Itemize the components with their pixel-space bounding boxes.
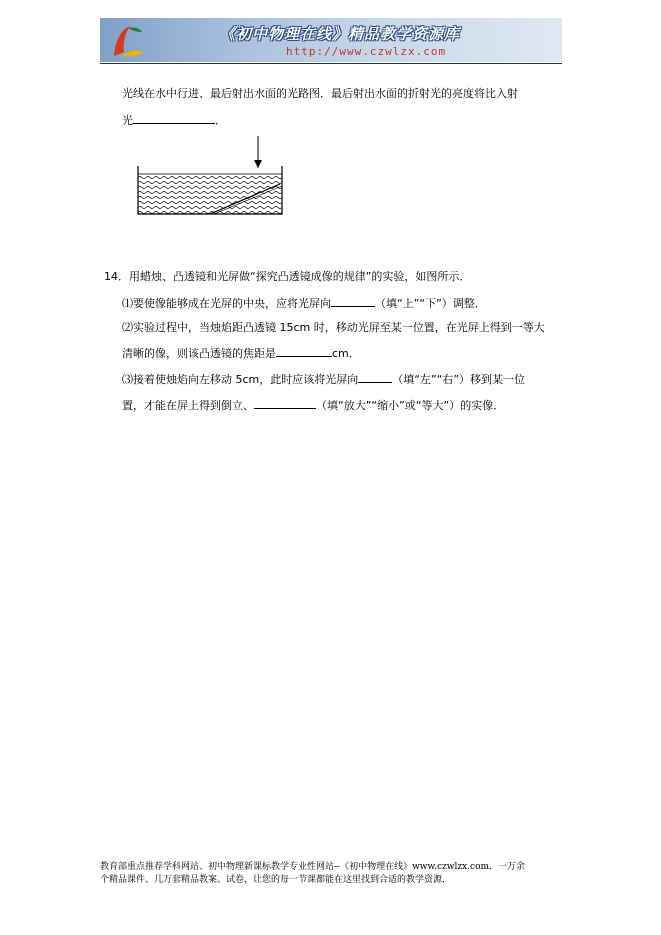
q14-p3-blank1[interactable] [358,372,392,383]
q14-p1-blank[interactable] [331,296,375,307]
q14-p2-blank[interactable] [276,346,332,357]
q13-line1: 光线在水中行进、最后射出水面的光路图．最后射出水面的折射光的亮度将比入射 [122,87,518,100]
q14-p1-suffix: （填“上”“下”）调整． [375,297,486,310]
footer-line2: 个精品课件、几万套精品教案、试卷，让您的每一节课都能在这里找到合适的教学资源． [100,875,452,885]
q14-part3-line1 [122,372,525,387]
q14-part3-line2 [122,398,504,413]
q14-p2-line1: ⑵实验过程中，当烛焰距凸透镜 15cm 时，移动光屏至某一位置，在光屏上得到一等大 [122,321,545,334]
q13-answer-blank[interactable] [133,113,215,124]
header-title: 《初中物理在线》精品教学资源库 [220,25,461,43]
q14-stem: 14．用蜡烛、凸透镜和光屏做“探究凸透镜成像的规律”的实验，如图所示． [104,270,471,283]
q14-p2-suffix: cm． [332,347,360,360]
header-url[interactable]: http://www.czwlzx.com [286,45,447,58]
q13-line2-prefix: 光 [122,114,133,127]
q14-p3-prefix: ⑶接着使烛焰向左移动 5cm，此时应该将光屏向 [122,373,359,386]
q14-p1-prefix: ⑴要使像能够成在光屏的中央，应将光屏向 [122,297,331,310]
q14-p3-line2-prefix: 置，才能在屏上得到倒立、 [122,399,254,412]
header-banner [100,18,562,62]
water-tank-figure [130,130,290,220]
footer-line1: 教育部重点推荐学科网站、初中物理新课标教学专业性网站--《初中物理在线》www.czwlzx.com．一万余 [100,862,526,872]
q13-line2 [122,113,226,128]
ray-arrow-icon [254,160,262,168]
q14-p3-suffix: （填“左”“右”）移到某一位 [392,373,526,386]
site-logo-icon [108,22,148,60]
q14-p2-prefix: 清晰的像，则该凸透镜的焦距是 [122,347,276,360]
page-footer [100,861,570,887]
q13-line2-suffix: ． [215,114,226,127]
water-region [138,174,282,214]
q14-p3-line2-suffix: （填“放大”“缩小”或“等大”）的实像． [316,399,505,412]
q14-part2-line2 [122,346,360,361]
q14-part1 [122,296,486,311]
q14-p3-blank2[interactable] [254,398,316,409]
header-rule [100,63,562,64]
